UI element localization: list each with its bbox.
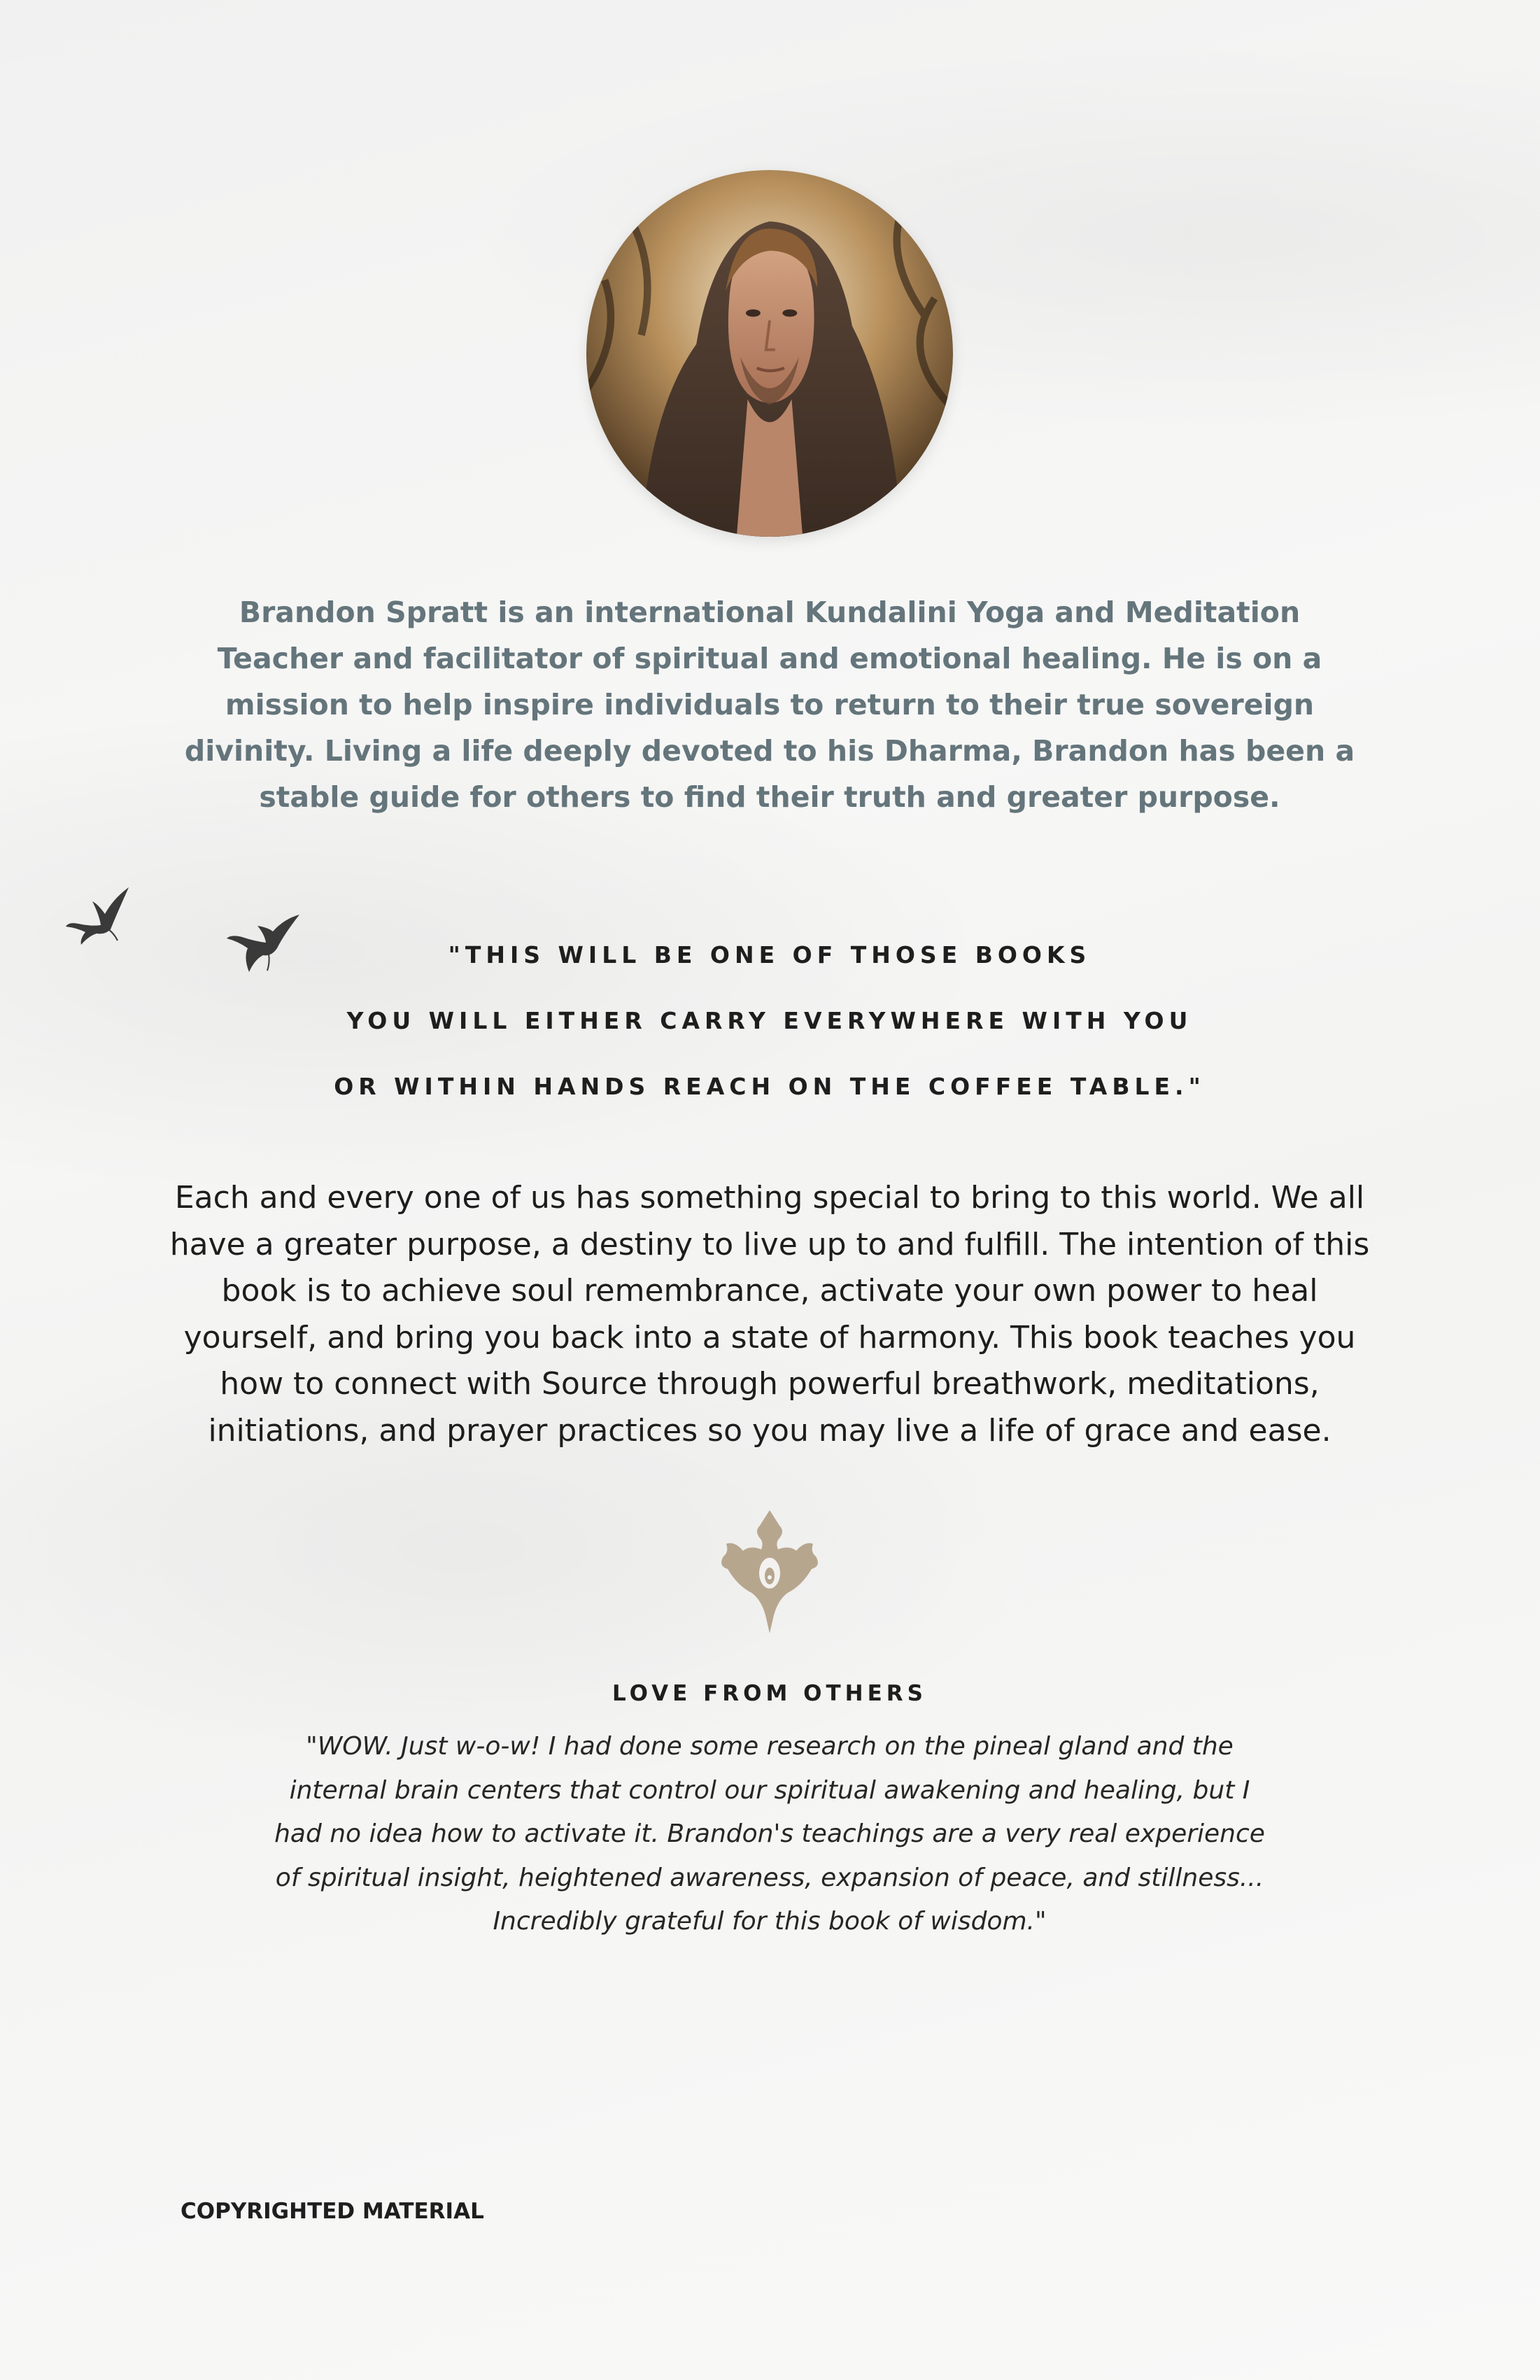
author-portrait <box>586 170 953 537</box>
testimonial-quote: "WOW. Just w-o-w! I had done some research on the pineal gland and the internal brain centers that control our spiritual awakening and healing, but I had no idea how to activate it. Brandon's teachings are a very real experience of spiritual insight, heightened awareness, expansion of peace, and stillness... Incredibly grateful for this book of wisdom." <box>274 1732 1265 1936</box>
quote-line: OR WITHIN HANDS REACH ON THE COFFEE TABLE." <box>334 1073 1206 1100</box>
featured-quote <box>252 922 1287 1120</box>
crane-icon <box>64 883 134 948</box>
copyright-notice: COPYRIGHTED MATERIAL <box>181 2199 484 2224</box>
quote-line: "THIS WILL BE ONE OF THOSE BOOKS <box>448 941 1092 969</box>
testimonials-heading: LOVE FROM OTHERS <box>612 1681 927 1706</box>
author-bio: Brandon Spratt is an international Kundalini Yoga and Meditation Teacher and facilitator of spiritual and emotional healing. He is on a mission to help inspire individuals to return to their true sovereign divinity. Living a life deeply devoted to his Dharma, Brandon has been a stable guide for others to find their truth and greater purpose. <box>184 596 1355 814</box>
quote-line: YOU WILL EITHER CARRY EVERYWHERE WITH YOU <box>346 1007 1193 1034</box>
author-photo-illustration <box>586 170 953 537</box>
book-description: Each and every one of us has something special to bring to this world. We all have a greater purpose, a destiny to live up to and fulfill. The intention of this book is to achieve soul remembrance, activate your own power to heal yourself, and bring you back into a state of harmony. This book teaches you how to connect with Source through powerful breathwork, meditations, initiations, and prayer practices so you may live a life of grace and ease. <box>169 1180 1370 1449</box>
lotus-ornament-icon <box>718 1510 821 1633</box>
